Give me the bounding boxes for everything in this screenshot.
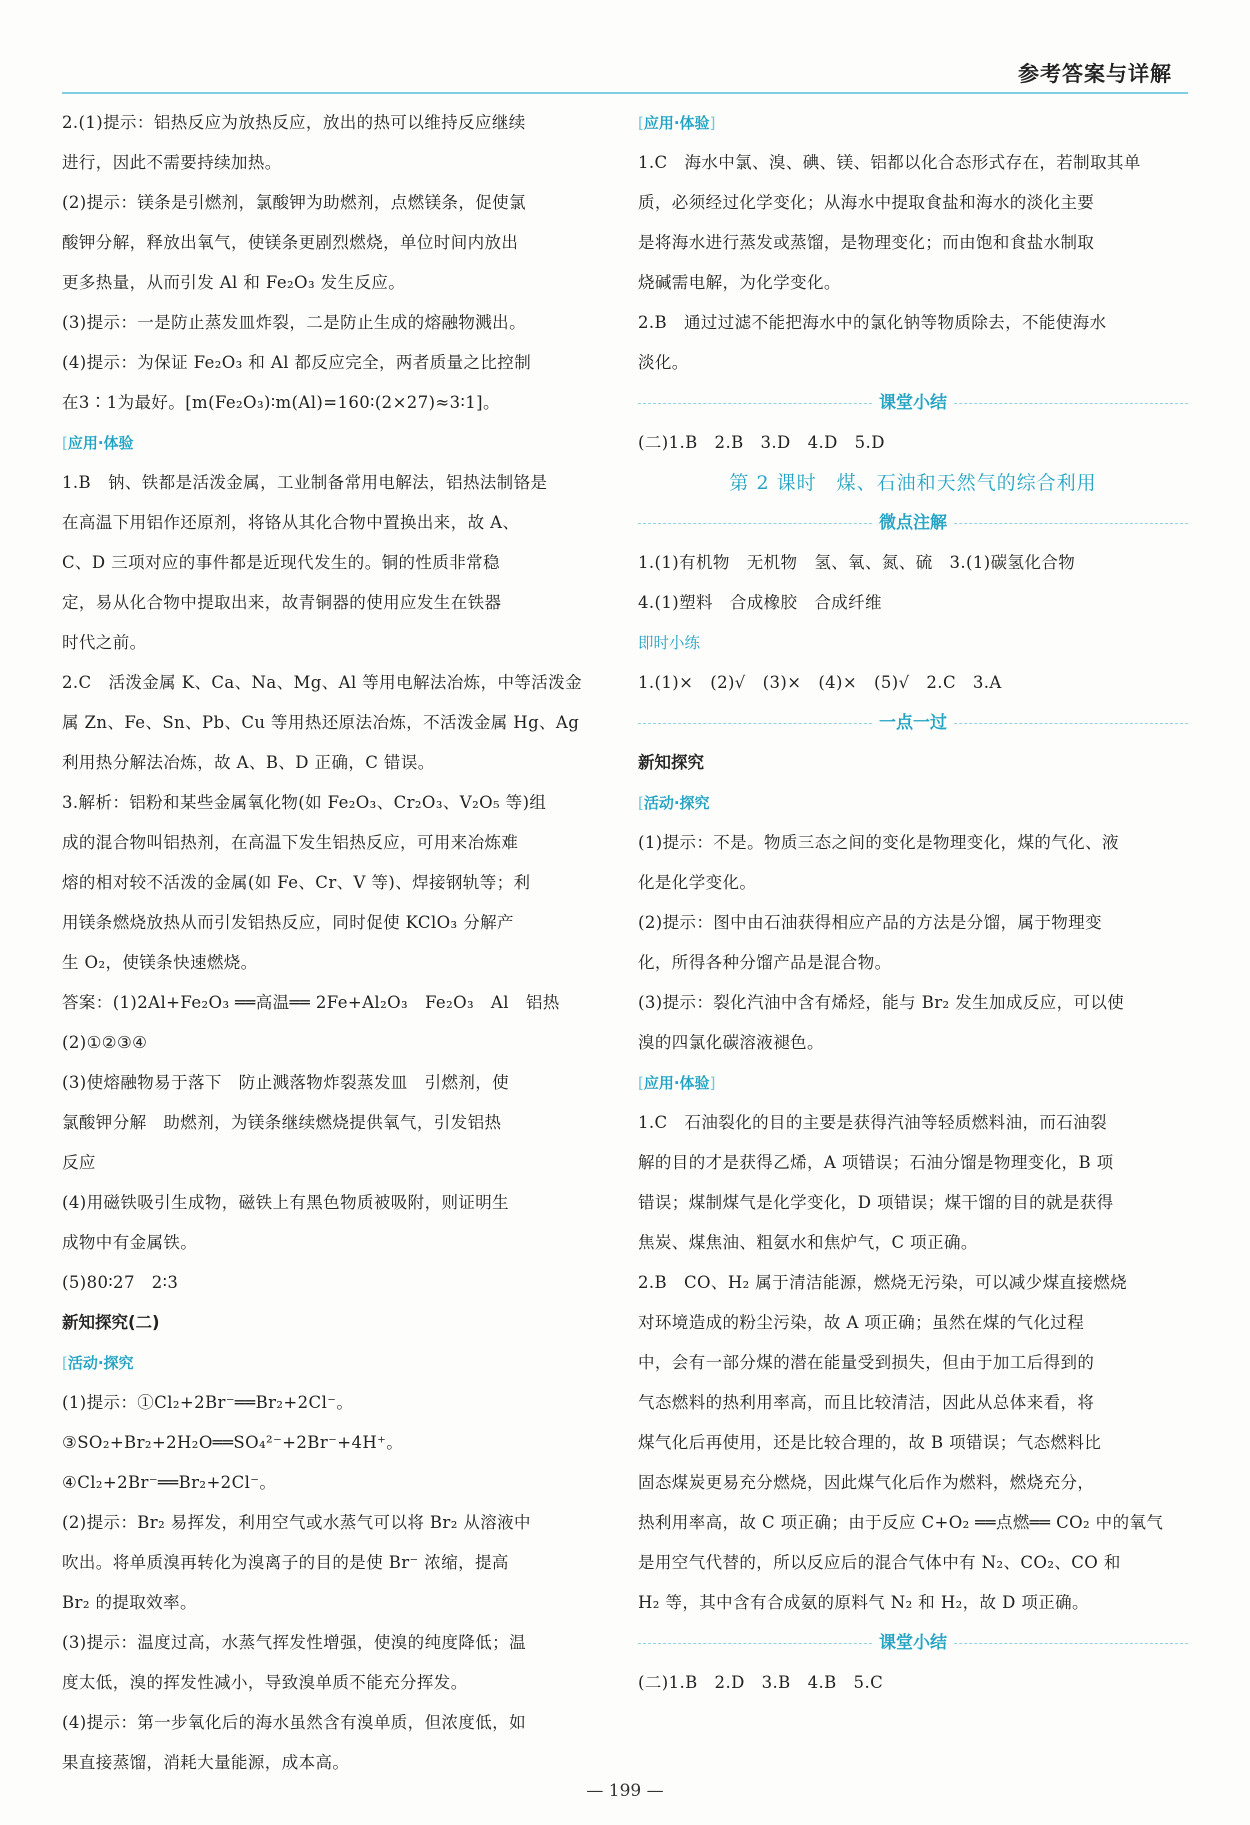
section-banner: 微点注解 bbox=[638, 503, 1188, 543]
answer-line: 是将海水进行蒸发或蒸馏，是物理变化；而由饱和食盐水制取 bbox=[638, 233, 1095, 252]
answer-line: 成物中有金属铁。 bbox=[62, 1233, 198, 1252]
answer-line: (3)使熔融物易于落下 防止溅落物炸裂蒸发皿 引燃剂，使 bbox=[62, 1073, 510, 1092]
answer-line: 1.(1)有机物 无机物 氢、氧、氮、硫 3.(1)碳氢化合物 bbox=[638, 553, 1076, 572]
answer-line: 利用热分解法冶炼，故 A、B、D 正确，C 错误。 bbox=[62, 753, 435, 772]
answer-line: (5)80∶27 2∶3 bbox=[62, 1273, 179, 1292]
answer-line: (2)提示：镁条是引燃剂，氯酸钾为助燃剂，点燃镁条，促使氯 bbox=[62, 193, 526, 212]
answer-line: (4)用磁铁吸引生成物，磁铁上有黑色物质被吸附，则证明生 bbox=[62, 1193, 510, 1212]
answer-line: 在高温下用铝作还原剂，将铬从其化合物中置换出来，故 A、 bbox=[62, 513, 520, 532]
section-tag: [应用·体验] bbox=[638, 1074, 716, 1092]
answer-line: 更多热量，从而引发 Al 和 Fe₂O₃ 发生反应。 bbox=[62, 273, 406, 292]
answer-line: C、D 三项对应的事件都是近现代发生的。铜的性质非常稳 bbox=[62, 553, 500, 572]
subsection-heading: 即时小练 bbox=[638, 634, 701, 652]
answer-line: 淡化。 bbox=[638, 353, 689, 372]
answer-line: 对环境造成的粉尘污染，故 A 项正确；虽然在煤的气化过程 bbox=[638, 1313, 1085, 1332]
section-tag: [应用·体验] bbox=[638, 114, 716, 132]
section-tag: [活动·探究 bbox=[638, 794, 710, 812]
page-number: — 199 — bbox=[586, 1781, 664, 1801]
answer-line: (2)提示：图中由石油获得相应产品的方法是分馏，属于物理变 bbox=[638, 913, 1102, 932]
answer-line: 用镁条燃烧放热从而引发铝热反应，同时促使 KClO₃ 分解产 bbox=[62, 913, 514, 932]
answer-line: 2.(1)提示：铝热反应为放热反应，放出的热可以维持反应继续 bbox=[62, 113, 526, 132]
answer-line: 焦炭、煤焦油、粗氨水和焦炉气，C 项正确。 bbox=[638, 1233, 978, 1252]
lesson-title: 第 2 课时 煤、石油和天然气的综合利用 bbox=[729, 472, 1097, 494]
left-column bbox=[62, 103, 612, 1783]
answer-line: ④Cl₂+2Br⁻══Br₂+2Cl⁻。 bbox=[62, 1473, 277, 1492]
section-tag: [活动·探究 bbox=[62, 1354, 134, 1372]
answer-line: 吹出。将单质溴再转化为溴离子的目的是使 Br⁻ 浓缩，提高 bbox=[62, 1553, 509, 1572]
answer-line: (3)提示：一是防止蒸发皿炸裂，二是防止生成的熔融物溅出。 bbox=[62, 313, 526, 332]
answer-line: Br₂ 的提取效率。 bbox=[62, 1593, 197, 1612]
answer-line: 生 O₂，使镁条快速燃烧。 bbox=[62, 953, 258, 972]
answer-line: 3.解析：铝粉和某些金属氧化物(如 Fe₂O₃、Cr₂O₃、V₂O₅ 等)组 bbox=[62, 793, 547, 812]
answer-line: 错误；煤制煤气是化学变化，D 项错误；煤干馏的目的就是获得 bbox=[638, 1193, 1114, 1212]
answer-line: 属 Zn、Fe、Sn、Pb、Cu 等用热还原法冶炼，不活泼金属 Hg、Ag bbox=[62, 713, 580, 732]
answer-line: 溴的四氯化碳溶液褪色。 bbox=[638, 1033, 824, 1052]
answer-line: 2.B CO、H₂ 属于清洁能源，燃烧无污染，可以减少煤直接燃烧 bbox=[638, 1273, 1128, 1292]
answer-line: 果直接蒸馏，消耗大量能源，成本高。 bbox=[62, 1753, 350, 1772]
answer-line: 气态燃料的热利用率高，而且比较清洁，因此从总体来看，将 bbox=[638, 1393, 1095, 1412]
answer-line: ③SO₂+Br₂+2H₂O══SO₄²⁻+2Br⁻+4H⁺。 bbox=[62, 1433, 404, 1452]
answer-line: 酸钾分解，释放出氧气，使镁条更剧烈燃烧，单位时间内放出 bbox=[62, 233, 519, 252]
answer-line: 是用空气代替的，所以反应后的混合气体中有 N₂、CO₂、CO 和 bbox=[638, 1553, 1121, 1572]
answer-line: (2)①②③④ bbox=[62, 1033, 148, 1052]
answer-line: 定，易从化合物中提取出来，故青铜器的使用应发生在铁器 bbox=[62, 593, 502, 612]
section-heading: 新知探究 bbox=[638, 753, 704, 772]
answer-line: (1)提示：不是。物质三态之间的变化是物理变化，煤的气化、液 bbox=[638, 833, 1119, 852]
answer-line: 化，所得各种分馏产品是混合物。 bbox=[638, 953, 892, 972]
answer-line: (4)提示：为保证 Fe₂O₃ 和 Al 都反应完全，两者质量之比控制 bbox=[62, 353, 532, 372]
answer-line: 时代之前。 bbox=[62, 633, 147, 652]
answer-line: 度太低，溴的挥发性减小，导致溴单质不能充分挥发。 bbox=[62, 1673, 468, 1692]
answer-line: 在3∶1为最好。[m(Fe₂O₃)∶m(Al)=160∶(2×27)≈3∶1]。 bbox=[62, 393, 500, 412]
answer-line: 解的目的才是获得乙烯，A 项错误；石油分馏是物理变化，B 项 bbox=[638, 1153, 1114, 1172]
answer-line: 烧碱需电解，为化学变化。 bbox=[638, 273, 841, 292]
answer-line: 化是化学变化。 bbox=[638, 873, 757, 892]
answer-line: 成的混合物叫铝热剂，在高温下发生铝热反应，可用来冶炼难 bbox=[62, 833, 519, 852]
answer-line: (3)提示：裂化汽油中含有烯烃，能与 Br₂ 发生加成反应，可以使 bbox=[638, 993, 1125, 1012]
section-banner: 一点一过 bbox=[638, 703, 1188, 743]
section-tag: [应用·体验 bbox=[62, 434, 134, 452]
answer-line: (3)提示：温度过高，水蒸气挥发性增强，使溴的纯度降低；温 bbox=[62, 1633, 526, 1652]
answer-line: (二)1.B 2.B 3.D 4.D 5.D bbox=[638, 433, 885, 452]
answer-line: 氯酸钾分解 助燃剂，为镁条继续燃烧提供氧气，引发铝热 bbox=[62, 1113, 502, 1132]
answer-line: 2.B 通过过滤不能把海水中的氯化钠等物质除去，不能使海水 bbox=[638, 313, 1107, 332]
answer-line: 答案：(1)2Al+Fe₂O₃ ══高温══ 2Fe+Al₂O₃ Fe₂O₃ Al 铝热 bbox=[62, 993, 560, 1012]
answer-line: 1.B 钠、铁都是活泼金属，工业制备常用电解法，铝热法制铬是 bbox=[62, 473, 548, 492]
answer-line: (2)提示：Br₂ 易挥发，利用空气或水蒸气可以将 Br₂ 从溶液中 bbox=[62, 1513, 531, 1532]
answer-line: 质，必须经过化学变化；从海水中提取食盐和海水的淡化主要 bbox=[638, 193, 1095, 212]
answer-line: (1)提示：①Cl₂+2Br⁻══Br₂+2Cl⁻。 bbox=[62, 1393, 354, 1412]
answer-line: 1.C 石油裂化的目的主要是获得汽油等轻质燃料油，而石油裂 bbox=[638, 1113, 1107, 1132]
answer-line: (二)1.B 2.D 3.B 4.B 5.C bbox=[638, 1673, 884, 1692]
answer-line: 煤气化后再使用，还是比较合理的，故 B 项错误；气态燃料比 bbox=[638, 1433, 1102, 1452]
answer-line: 1.(1)× (2)√ (3)× (4)× (5)√ 2.C 3.A bbox=[638, 673, 1002, 692]
answer-line: 4.(1)塑料 合成橡胶 合成纤维 bbox=[638, 593, 882, 612]
section-banner: 课堂小结 bbox=[638, 383, 1188, 423]
header-rule bbox=[62, 92, 1188, 94]
answer-line: 熔的相对较不活泼的金属(如 Fe、Cr、V 等)、焊接钢轨等；利 bbox=[62, 873, 531, 892]
section-heading: 新知探究(二) bbox=[62, 1313, 160, 1332]
section-banner: 课堂小结 bbox=[638, 1623, 1188, 1663]
page-header-title: 参考答案与详解 bbox=[1018, 62, 1172, 86]
answer-line: 中，会有一部分煤的潜在能量受到损失，但由于加工后得到的 bbox=[638, 1353, 1095, 1372]
answer-line: 2.C 活泼金属 K、Ca、Na、Mg、Al 等用电解法冶炼，中等活泼金 bbox=[62, 673, 582, 692]
answer-line: H₂ 等，其中含有合成氨的原料气 N₂ 和 H₂，故 D 项正确。 bbox=[638, 1593, 1089, 1612]
answer-line: (4)提示：第一步氧化后的海水虽然含有溴单质，但浓度低，如 bbox=[62, 1713, 526, 1732]
answer-line: 1.C 海水中氯、溴、碘、镁、铝都以化合态形式存在，若制取其单 bbox=[638, 153, 1141, 172]
answer-line: 反应 bbox=[62, 1153, 96, 1172]
answer-line: 热利用率高，故 C 项正确；由于反应 C+O₂ ══点燃══ CO₂ 中的氧气 bbox=[638, 1513, 1164, 1532]
answer-line: 进行，因此不需要持续加热。 bbox=[62, 153, 282, 172]
answer-line: 固态煤炭更易充分燃烧，因此煤气化后作为燃料，燃烧充分， bbox=[638, 1473, 1095, 1492]
right-column bbox=[638, 103, 1188, 1703]
